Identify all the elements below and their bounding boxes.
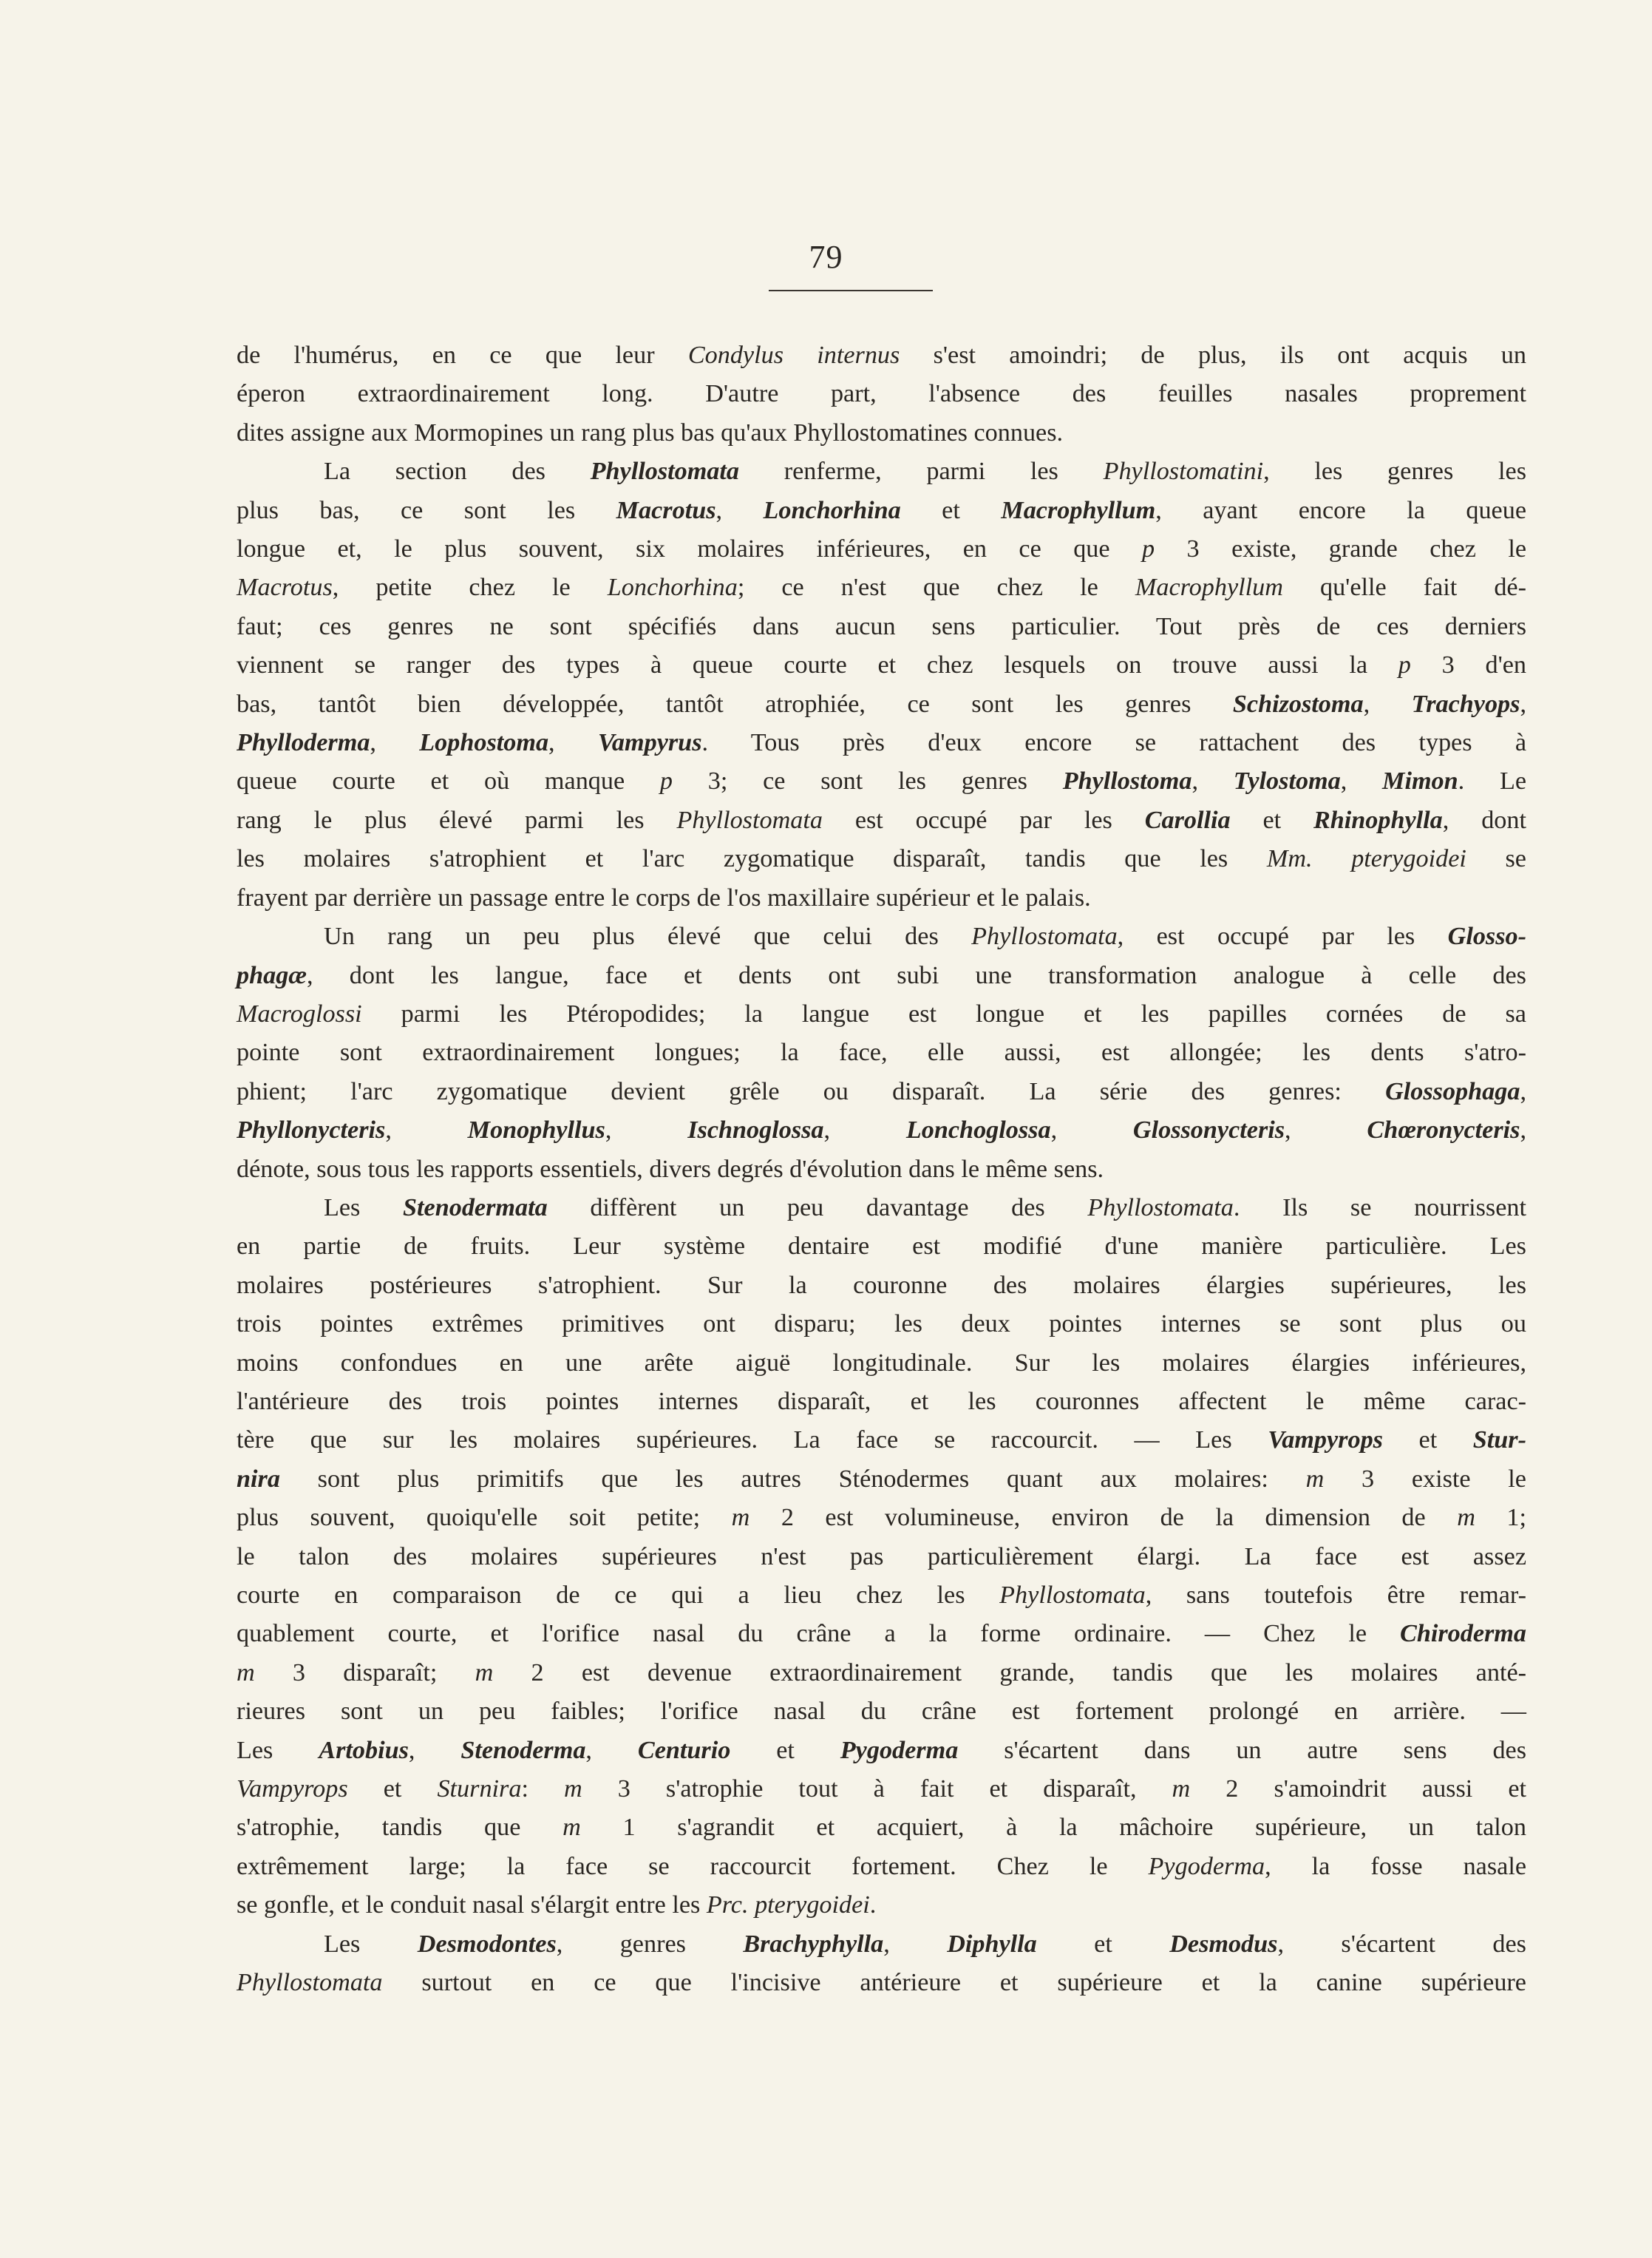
taxon-name: Macrophyllum	[1001, 496, 1156, 524]
italic-term: Pygoderma	[1148, 1852, 1265, 1880]
text-run: ,	[548, 729, 598, 757]
text-run: et	[1036, 1930, 1170, 1958]
taxon-name: Glossophaga	[1385, 1077, 1520, 1105]
text-run: ,	[1340, 767, 1383, 796]
italic-term: m	[1172, 1775, 1191, 1803]
text-run: , sans toutefois être remar-	[1145, 1581, 1526, 1609]
text-run: et	[1230, 806, 1313, 834]
taxon-name: Monophyllus	[467, 1116, 605, 1145]
italic-term: Vampyrops	[237, 1775, 348, 1803]
text-run: ,	[715, 496, 764, 524]
italic-term: p	[659, 767, 673, 796]
text-run: , ayant encore la queue	[1155, 496, 1526, 524]
text-line	[237, 1692, 1526, 1731]
text-run: 2 s'amoindrit aussi et	[1190, 1775, 1526, 1803]
text-line	[237, 1886, 1526, 1925]
italic-term: m	[1457, 1504, 1475, 1532]
text-run: ,	[883, 1930, 948, 1958]
text-line	[237, 1267, 1526, 1305]
page-number: 79	[809, 239, 843, 275]
text-run: ,	[370, 729, 420, 757]
text-run: le talon des molaires supérieures n'est pas particulièrement élargi. La face est assez	[237, 1542, 1526, 1570]
taxon-name: Stenoderma	[460, 1736, 586, 1764]
taxon-name: phagæ	[237, 961, 307, 989]
italic-term: Phyllostomata	[237, 1969, 383, 1997]
text-run: .	[869, 1891, 877, 1919]
taxon-name: nira	[237, 1465, 280, 1493]
text-run: 3 s'atrophie tout à fait et disparaît,	[582, 1775, 1172, 1803]
text-run: ,	[1520, 690, 1526, 718]
text-line	[237, 1227, 1526, 1266]
italic-term: Phyllostomata	[676, 806, 823, 834]
text-run: ,	[1192, 767, 1234, 796]
text-line	[237, 569, 1526, 607]
text-run: qu'elle fait dé-	[1282, 574, 1526, 602]
text-run: moins confondues en une arête aiguë longitudinale. Sur les molaires élargies inférieures,	[237, 1349, 1526, 1377]
text-line	[237, 840, 1526, 878]
text-run: rang le plus élevé parmi les	[237, 806, 677, 834]
text-run: 2 est volumineuse, environ de la dimension de	[749, 1504, 1458, 1532]
text-run: parmi les Ptéropodides; la langue est longue et les papilles cornées de sa	[361, 1000, 1526, 1028]
text-run: phient; l'arc zygomatique devient grêle ou disparaît. La série des genres:	[237, 1077, 1386, 1105]
taxon-name: Glossonycteris	[1132, 1116, 1285, 1145]
text-line	[237, 1654, 1526, 1692]
text-run: Les	[324, 1193, 404, 1221]
text-run: Les	[324, 1930, 418, 1958]
italic-term: m	[237, 1658, 255, 1686]
text-line	[237, 801, 1526, 840]
text-run: dites assigne aux Mormopines un rang plus bas qu'aux Phyllostomatines connues.	[237, 418, 1064, 447]
italic-term: m	[1305, 1465, 1325, 1493]
text-line	[237, 995, 1526, 1034]
text-line	[237, 492, 1526, 530]
text-run: de l'humérus, en ce que leur	[237, 342, 688, 369]
taxon-name: Desmodus	[1169, 1930, 1278, 1958]
taxon-name: Lonchoglossa	[905, 1116, 1051, 1145]
text-run: se	[1466, 845, 1526, 873]
text-line	[237, 1848, 1526, 1886]
italic-term: m	[475, 1658, 494, 1686]
text-run: ,	[1285, 1116, 1367, 1145]
taxon-name: Desmodontes	[417, 1930, 557, 1958]
text-run: 3 disparaît;	[254, 1658, 475, 1686]
body-text	[237, 336, 1526, 2002]
text-line	[237, 1073, 1526, 1111]
taxon-name: Phyllostomata	[590, 458, 739, 486]
text-run: Un rang un peu plus élevé que celui des	[324, 923, 972, 951]
text-line	[237, 685, 1526, 724]
text-line	[237, 1344, 1526, 1383]
taxon-name: Tylostoma	[1233, 767, 1341, 796]
italic-term: Macroglossi	[237, 1000, 362, 1028]
text-run: tère que sur les molaires supérieures. La face se raccourcit. — Les	[237, 1426, 1268, 1454]
text-run: 2 est devenue extraordinairement grande, tandis que les molaires anté-	[493, 1658, 1527, 1686]
taxon-name: Mimon	[1382, 767, 1458, 796]
taxon-name: Vampyrus	[597, 729, 702, 757]
text-run: queue courte et où manque	[237, 767, 660, 796]
page-number-rule	[769, 290, 933, 291]
italic-term: p	[1398, 651, 1411, 679]
text-run: les molaires s'atrophient et l'arc zygomatique disparaît, tandis que les	[237, 845, 1267, 873]
text-run: Les	[237, 1736, 319, 1764]
text-run: 3; ce sont les genres	[673, 767, 1063, 796]
text-line	[237, 452, 1526, 491]
text-run: pointe sont extraordinairement longues; la face, elle aussi, est allongée; les dents s'atro-	[237, 1039, 1526, 1067]
text-run: ; ce n'est que chez le	[737, 574, 1135, 602]
text-line	[237, 1499, 1526, 1537]
italic-term: Sturnira	[437, 1775, 522, 1803]
text-run: , la fosse nasale	[1265, 1852, 1526, 1880]
text-run: frayent par derrière un passage entre le corps de l'os maxillaire supérieur et le palais.	[237, 884, 1091, 912]
italic-term: Phyllostomatini	[1103, 458, 1264, 486]
text-line	[237, 336, 1526, 375]
text-line	[237, 530, 1526, 569]
text-run: courte en comparaison de ce qui a lieu chez les	[237, 1581, 1000, 1609]
text-run: , petite chez le	[332, 574, 608, 602]
text-run: rieures sont un peu faibles; l'orifice nasal du crâne est fortement prolongé en arrière. —	[237, 1698, 1526, 1726]
text-run: . Tous près d'eux encore se rattachent des types à	[701, 729, 1526, 757]
taxon-name: Phyllonycteris	[237, 1116, 386, 1145]
text-line	[237, 1538, 1526, 1576]
taxon-name: Schizostoma	[1232, 690, 1364, 718]
italic-term: Condylus internus	[687, 342, 900, 369]
text-run: éperon extraordinairement long. D'autre part, l'absence des feuilles nasales proprement	[237, 380, 1526, 408]
taxon-name: Centurio	[637, 1736, 731, 1764]
taxon-name: Lophostoma	[419, 729, 549, 757]
text-run: se gonfle, et le conduit nasal s'élargit entre les	[237, 1891, 707, 1919]
text-run: sont plus primitifs que les autres Sténodermes quant aux molaires:	[279, 1465, 1306, 1493]
italic-term: Macrophyllum	[1135, 574, 1283, 602]
text-line	[237, 375, 1526, 413]
text-line	[237, 1576, 1526, 1615]
text-line	[237, 762, 1526, 801]
text-run: ,	[823, 1116, 906, 1145]
text-line	[237, 646, 1526, 685]
taxon-name: Vampyrops	[1268, 1426, 1383, 1454]
text-run: ,	[1363, 690, 1412, 718]
text-run: , genres	[556, 1930, 744, 1958]
text-run: 3 d'en	[1410, 651, 1526, 679]
text-run: , dont les langue, face et dents ont subi une transformation analogue à celle des	[306, 961, 1526, 989]
text-run: ,	[585, 1736, 638, 1764]
text-run: ,	[1520, 1116, 1526, 1145]
text-run: surtout en ce que l'incisive antérieure et supérieure et la canine supérieure	[382, 1969, 1526, 1997]
italic-term: Prc. pterygoidei	[706, 1891, 870, 1919]
text-run: l'antérieure des trois pointes internes disparaît, et les couronnes affectent le même carac-	[237, 1387, 1526, 1415]
text-run: . Le	[1458, 767, 1527, 796]
italic-term: m	[564, 1775, 582, 1803]
italic-term: Lonchorhina	[607, 574, 738, 602]
text-line	[237, 1732, 1526, 1770]
text-run: dénote, sous tous les rapports essentiels, divers degrés d'évolution dans le même sens.	[237, 1155, 1104, 1183]
text-run: ,	[408, 1736, 461, 1764]
taxon-name: Macrotus	[616, 496, 716, 524]
italic-term: Mm. pterygoidei	[1266, 845, 1466, 873]
text-run: bas, tantôt bien développée, tantôt atrophiée, ce sont les genres	[237, 690, 1233, 718]
text-run: s'atrophie, tandis que	[237, 1814, 563, 1842]
italic-term: Phyllostomata	[999, 1581, 1146, 1609]
text-run: en partie de fruits. Leur système dentaire est modifié d'une manière particulière. Les	[237, 1233, 1526, 1261]
text-line	[237, 1964, 1526, 2002]
text-run: 3 existe, grande chez le	[1155, 535, 1526, 563]
text-run: :	[521, 1775, 564, 1803]
text-run: trois pointes extrêmes primitives ont disparu; les deux pointes internes se sont plus ou	[237, 1310, 1526, 1338]
italic-term: Macrotus	[237, 574, 333, 602]
text-line	[237, 1150, 1526, 1189]
taxon-name: Ischnoglossa	[687, 1116, 824, 1145]
text-line	[237, 1808, 1526, 1847]
taxon-name: Lonchorhina	[763, 496, 901, 524]
text-run: ,	[385, 1116, 468, 1145]
text-line	[237, 1770, 1526, 1808]
taxon-name: Trachyops	[1411, 690, 1520, 718]
taxon-name: Stenodermata	[403, 1193, 548, 1221]
text-run: s'est amoindri; de plus, ils ont acquis un	[900, 342, 1526, 369]
text-run: , s'écartent des	[1277, 1930, 1526, 1958]
text-run: La section des	[324, 458, 591, 486]
text-run: diffèrent un peu davantage des	[547, 1193, 1088, 1221]
text-run: et	[347, 1775, 438, 1803]
text-line	[237, 724, 1526, 762]
text-line	[237, 414, 1526, 452]
taxon-name: Glosso-	[1447, 923, 1526, 951]
italic-term: m	[731, 1504, 750, 1532]
text-run: 1;	[1475, 1504, 1526, 1532]
text-line	[237, 1421, 1526, 1459]
text-run: est occupé par les	[822, 806, 1145, 834]
text-run: , est occupé par les	[1117, 923, 1448, 951]
taxon-name: Carollia	[1144, 806, 1231, 834]
italic-term: m	[562, 1814, 581, 1842]
text-run: 1 s'agrandit et acquiert, à la mâchoire supérieure, un talon	[580, 1814, 1526, 1842]
text-run: et	[1382, 1426, 1473, 1454]
text-run: longue et, le plus souvent, six molaires inférieures, en ce que	[237, 535, 1142, 563]
text-run: et	[730, 1736, 840, 1764]
text-run: , dont	[1442, 806, 1526, 834]
taxon-name: Brachyphylla	[743, 1930, 884, 1958]
text-run: viennent se ranger des types à queue courte et chez lesquels on trouve aussi la	[237, 651, 1398, 679]
text-run: plus bas, ce sont les	[237, 496, 616, 524]
text-run: . Ils se nourrissent	[1233, 1193, 1526, 1221]
text-line	[237, 957, 1526, 995]
text-run: ,	[605, 1116, 688, 1145]
taxon-name: Chœronycteris	[1367, 1116, 1520, 1145]
text-run: molaires postérieures s'atrophient. Sur la couronne des molaires élargies supérieures, les	[237, 1271, 1526, 1299]
italic-term: Phyllostomata	[1087, 1193, 1234, 1221]
text-run: extrêmement large; la face se raccourcit fortement. Chez le	[237, 1852, 1149, 1880]
taxon-name: Pygoderma	[840, 1736, 959, 1764]
text-line	[237, 1460, 1526, 1499]
text-line	[237, 1111, 1526, 1150]
taxon-name: Chiroderma	[1400, 1620, 1526, 1648]
taxon-name: Artobius	[319, 1736, 409, 1764]
taxon-name: Rhinophylla	[1313, 806, 1443, 834]
italic-term: p	[1142, 535, 1155, 563]
text-run: ,	[1050, 1116, 1133, 1145]
text-line	[237, 918, 1526, 956]
text-line	[237, 1925, 1526, 1964]
text-line	[237, 608, 1526, 646]
text-run: 3 existe le	[1324, 1465, 1526, 1493]
text-line	[237, 879, 1526, 918]
taxon-name: Phylloderma	[237, 729, 370, 757]
text-run: plus souvent, quoiqu'elle soit petite;	[237, 1504, 732, 1532]
text-run: quablement courte, et l'orifice nasal du crâne a la forme ordinaire. — Chez le	[237, 1620, 1401, 1648]
text-run: , les genres les	[1263, 458, 1526, 486]
taxon-name: Stur-	[1472, 1426, 1526, 1454]
text-line	[237, 1189, 1526, 1227]
text-line	[237, 1305, 1526, 1343]
taxon-name: Diphylla	[947, 1930, 1037, 1958]
text-line	[237, 1615, 1526, 1653]
text-run: renferme, parmi les	[739, 458, 1104, 486]
text-line	[237, 1034, 1526, 1072]
text-run: s'écartent dans un autre sens des	[958, 1736, 1527, 1764]
italic-term: Phyllostomata	[971, 923, 1118, 951]
text-run: faut; ces genres ne sont spécifiés dans aucun sens particulier. Tout près de ces derniers	[237, 612, 1526, 640]
taxon-name: Phyllostoma	[1062, 767, 1192, 796]
text-run: ,	[1520, 1077, 1526, 1105]
text-run: et	[900, 496, 1002, 524]
text-line	[237, 1383, 1526, 1421]
